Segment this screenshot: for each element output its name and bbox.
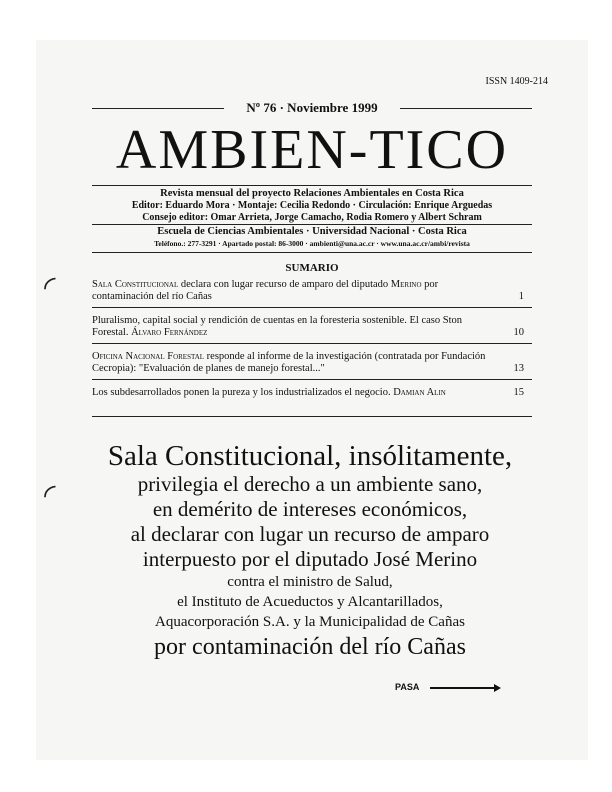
subtitle-line: Revista mensual del proyecto Relaciones Ambientales en Costa Rica bbox=[160, 188, 464, 199]
entry-page: 13 bbox=[513, 363, 524, 374]
entry-text: declara con lugar recurso de amparo del diputado bbox=[178, 279, 391, 290]
masthead-title: AMBIEN-TICO bbox=[115, 119, 509, 181]
divider bbox=[92, 307, 532, 308]
entry-author: Merino bbox=[390, 279, 422, 290]
entry-author: Damian Alin bbox=[393, 387, 446, 398]
entry-lead: Sala Constitucional bbox=[92, 279, 179, 290]
sumario-entry[interactable] bbox=[92, 387, 532, 399]
sumario-heading: SUMARIO bbox=[285, 262, 339, 274]
editorial-board-line: Consejo editor: Omar Arrieta, Jorge Camacho, Rodia Romero y Albert Schram bbox=[142, 212, 482, 223]
divider bbox=[92, 185, 532, 186]
headline-line: contra el ministro de Salud, bbox=[227, 574, 393, 590]
sumario-entry[interactable] bbox=[92, 315, 532, 339]
punch-hole-icon: ◜ bbox=[44, 478, 56, 513]
headline-line: interpuesto por el diputado José Merino bbox=[142, 547, 478, 571]
issue-line bbox=[92, 100, 532, 116]
entry-page: 15 bbox=[513, 387, 524, 398]
institution-line: Escuela de Ciencias Ambientales · Universidad Nacional · Costa Rica bbox=[157, 226, 467, 237]
entry-lead: Oficina Nacional Forestal bbox=[92, 351, 205, 362]
continue-label[interactable]: PASA bbox=[395, 682, 420, 692]
headline-line: privilegia el derecho a un ambiente sano, bbox=[137, 472, 483, 496]
arrow-right-icon bbox=[430, 687, 496, 689]
divider bbox=[92, 224, 532, 225]
headline-line: Aquacorporación S.A. y la Municipalidad de Cañas bbox=[155, 614, 465, 630]
issue-number: Nº 76 · Noviembre 1999 bbox=[246, 100, 378, 115]
divider bbox=[400, 108, 532, 109]
sumario-entry[interactable] bbox=[92, 279, 532, 303]
entry-author: Álvaro Fernández bbox=[131, 327, 208, 338]
divider bbox=[92, 252, 532, 253]
contact-line: Teléfono.: 277-3291 · Apartado postal: 86-3000 · ambienti@una.ac.cr · www.una.ac.cr/ambi/revista bbox=[154, 239, 470, 248]
lead-headline bbox=[70, 440, 550, 662]
entry-text: por contaminación del río Cañas bbox=[92, 279, 439, 302]
headline-line: por contaminación del río Cañas bbox=[154, 634, 466, 660]
headline-line: el Instituto de Acueductos y Alcantarillados, bbox=[177, 594, 443, 610]
issn-number: ISSN 1409-214 bbox=[485, 76, 548, 87]
entry-text: Los subdesarrollados ponen la pureza y los industrializados el negocio. bbox=[92, 387, 394, 398]
headline-line: al declarar con lugar un recurso de amparo bbox=[130, 522, 490, 546]
entry-text: responde al informe de la investigación (contratada por Fundación Cecropia): "Evaluación de planes de manejo forestal..." bbox=[92, 351, 486, 374]
divider bbox=[92, 416, 532, 417]
headline-line: en demérito de intereses económicos, bbox=[152, 497, 468, 521]
entry-page: 1 bbox=[518, 291, 524, 302]
divider bbox=[92, 343, 532, 344]
entry-page: 10 bbox=[513, 327, 524, 338]
headline-line: Sala Constitucional, insólitamente, bbox=[107, 440, 513, 472]
entry-text: Pluralismo, capital social y rendición de cuentas en la foresteria sostenible. El caso Ston Forestal. bbox=[92, 315, 463, 338]
credits-line: Editor: Eduardo Mora · Montaje: Cecilia Redondo · Circulación: Enrique Arguedas bbox=[131, 200, 493, 211]
divider bbox=[92, 379, 532, 380]
punch-hole-icon: ◜ bbox=[44, 270, 56, 305]
sumario-entry[interactable] bbox=[92, 351, 532, 375]
